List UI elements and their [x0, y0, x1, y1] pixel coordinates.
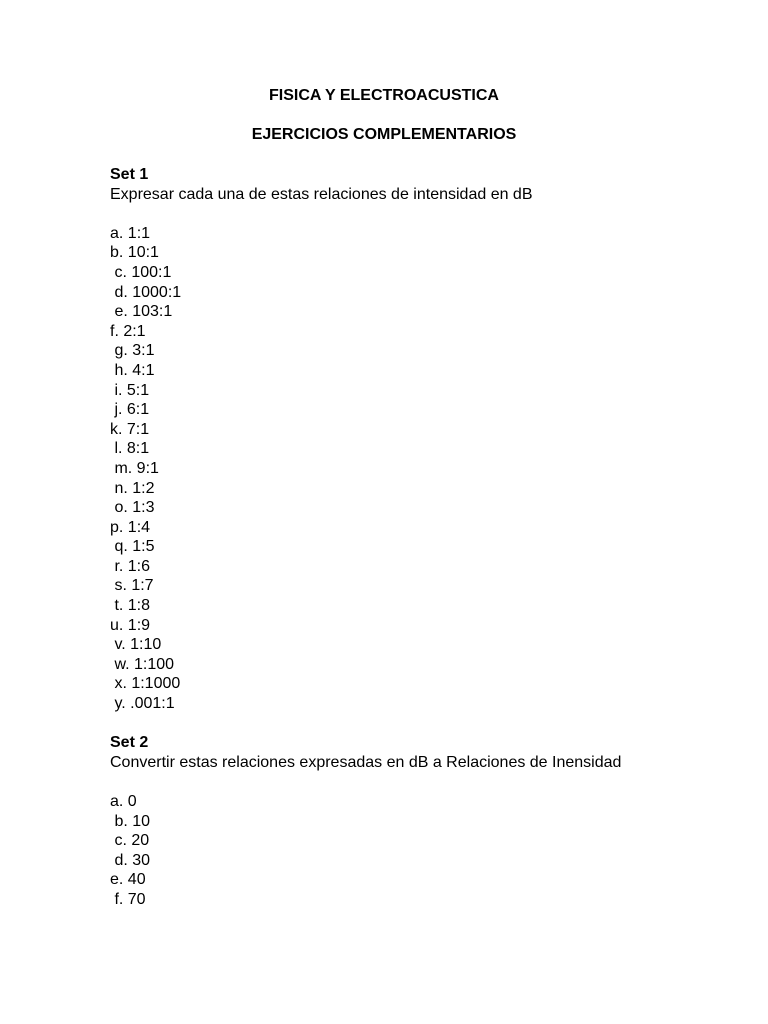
set1-item: o. 1:3 [110, 499, 155, 517]
set1-heading: Set 1 [110, 166, 149, 183]
set1-item: j. 6:1 [110, 401, 150, 419]
set1-item-list [110, 224, 670, 714]
set1-item: c. 100:1 [110, 263, 172, 281]
set2-instruction: Convertir estas relaciones expresadas en dB a Relaciones de Inensidad [110, 753, 622, 771]
set2-heading: Set 2 [110, 734, 149, 752]
set1-item: w. 1:100 [110, 655, 175, 673]
set1-item: s. 1:7 [110, 577, 154, 595]
set1-item: x. 1:1000 [110, 675, 181, 693]
set1-item: t. 1:8 [110, 597, 151, 615]
set1-item: p. 1:4 [110, 518, 151, 536]
set1-item: m. 9:1 [110, 459, 159, 477]
set1-instruction: Expresar cada una de estas relaciones de intensidad en dB [110, 185, 533, 203]
set1-item: d. 1000:1 [110, 283, 182, 301]
set2-item: b. 10 [110, 812, 151, 830]
set1-item: q. 1:5 [110, 538, 155, 556]
set1-item: h. 4:1 [110, 361, 155, 379]
set2-item: a. 0 [110, 793, 137, 810]
set1-item: r. 1:6 [110, 557, 151, 575]
set2-item-list [110, 792, 670, 910]
spacer [110, 204, 670, 224]
set1-item: a. 1:1 [110, 224, 151, 242]
set1-item: f. 2:1 [110, 322, 146, 340]
set1-item: n. 1:2 [110, 479, 155, 497]
set1-item: u. 1:9 [110, 616, 151, 634]
set1-item: e. 103:1 [110, 303, 173, 321]
spacer [110, 772, 670, 792]
set1-item: i. 5:1 [110, 381, 150, 399]
set1-item: y. .001:1 [110, 695, 175, 713]
set1-item: b. 10:1 [110, 244, 159, 262]
spacer [110, 714, 670, 734]
set2-item: e. 40 [110, 871, 146, 889]
document-body [110, 165, 670, 910]
document-subtitle: EJERCICIOS COMPLEMENTARIOS [251, 126, 517, 143]
set2-item: f. 70 [110, 890, 146, 908]
set2-item: d. 30 [110, 851, 151, 869]
set2-item: c. 20 [110, 832, 150, 850]
document-title: FISICA Y ELECTROACUSTICA [269, 87, 499, 104]
set1-item: k. 7:1 [110, 420, 150, 438]
set1-item: l. 8:1 [110, 440, 150, 458]
set1-item: v. 1:10 [110, 636, 162, 654]
set1-item: g. 3:1 [110, 342, 155, 360]
